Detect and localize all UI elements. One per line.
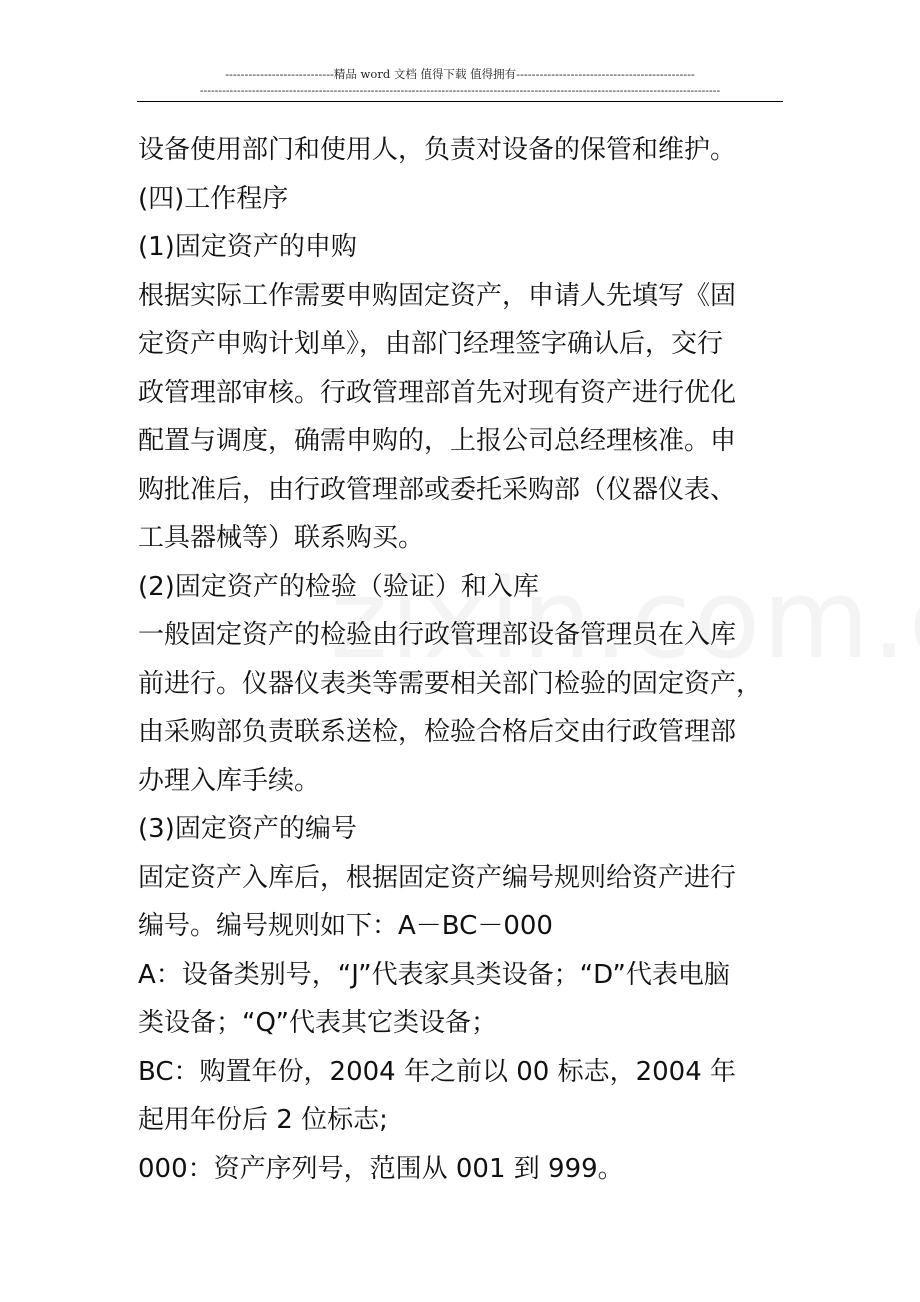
subsection-heading: (3)固定资产的编号: [138, 814, 357, 844]
body-text: [138, 126, 798, 1193]
text-line: 定资产申购计划单》，由部门经理签字确认后，交行: [138, 329, 724, 359]
text-line: 000：资产序列号，范围从 001 到 999。: [138, 1153, 624, 1184]
text-line: 起用年份后 2 位标志;: [138, 1105, 388, 1135]
section-heading: (四)工作程序: [138, 183, 289, 214]
text-line: 购批准后，由行政管理部或委托采购部（仪器仪表、: [138, 474, 737, 505]
text-line: 一般固定资产的检验由行政管理部设备管理员在入库: [138, 620, 737, 650]
text-line: 政管理部审核。行政管理部首先对现有资产进行优化: [138, 377, 737, 408]
text-line: 编号。编号规则如下：A－BC－000: [138, 911, 553, 941]
page-header-banner: ----------------------------精品 word 文档 值得下载 值得拥有----------------------------------------------: [225, 67, 695, 81]
text-line: 工具器械等）联系购买。: [138, 523, 425, 553]
text-line: 根据实际工作需要申购固定资产，申请人先填写《固: [138, 280, 737, 311]
subsection-heading: (1)固定资产的申购: [138, 232, 357, 262]
page-header-dashes: --------------------------------------------------------------------------------------------------------------------------------------------: [199, 84, 721, 97]
text-line: 由采购部负责联系送检，检验合格后交由行政管理部: [138, 717, 737, 747]
text-line: 设备使用部门和使用人，负责对设备的保管和维护。: [138, 135, 737, 165]
subsection-heading: (2)固定资产的检验（验证）和入库: [138, 571, 539, 602]
text-line: 前进行。仪器仪表类等需要相关部门检验的固定资产，: [138, 668, 763, 699]
text-line: 固定资产入库后，根据固定资产编号规则给资产进行: [138, 862, 737, 893]
text-line: A：设备类别号，“J”代表家具类设备；“D”代表电脑: [138, 959, 730, 990]
header-rule: [137, 101, 783, 102]
text-line: 类设备；“Q”代表其它类设备；: [138, 1008, 497, 1038]
text-line: BC：购置年份，2004 年之前以 00 标志，2004 年: [138, 1056, 737, 1087]
text-line: 配置与调度，确需申购的，上报公司总经理核准。申: [138, 426, 737, 456]
text-line: 办理入库手续。: [138, 765, 321, 796]
